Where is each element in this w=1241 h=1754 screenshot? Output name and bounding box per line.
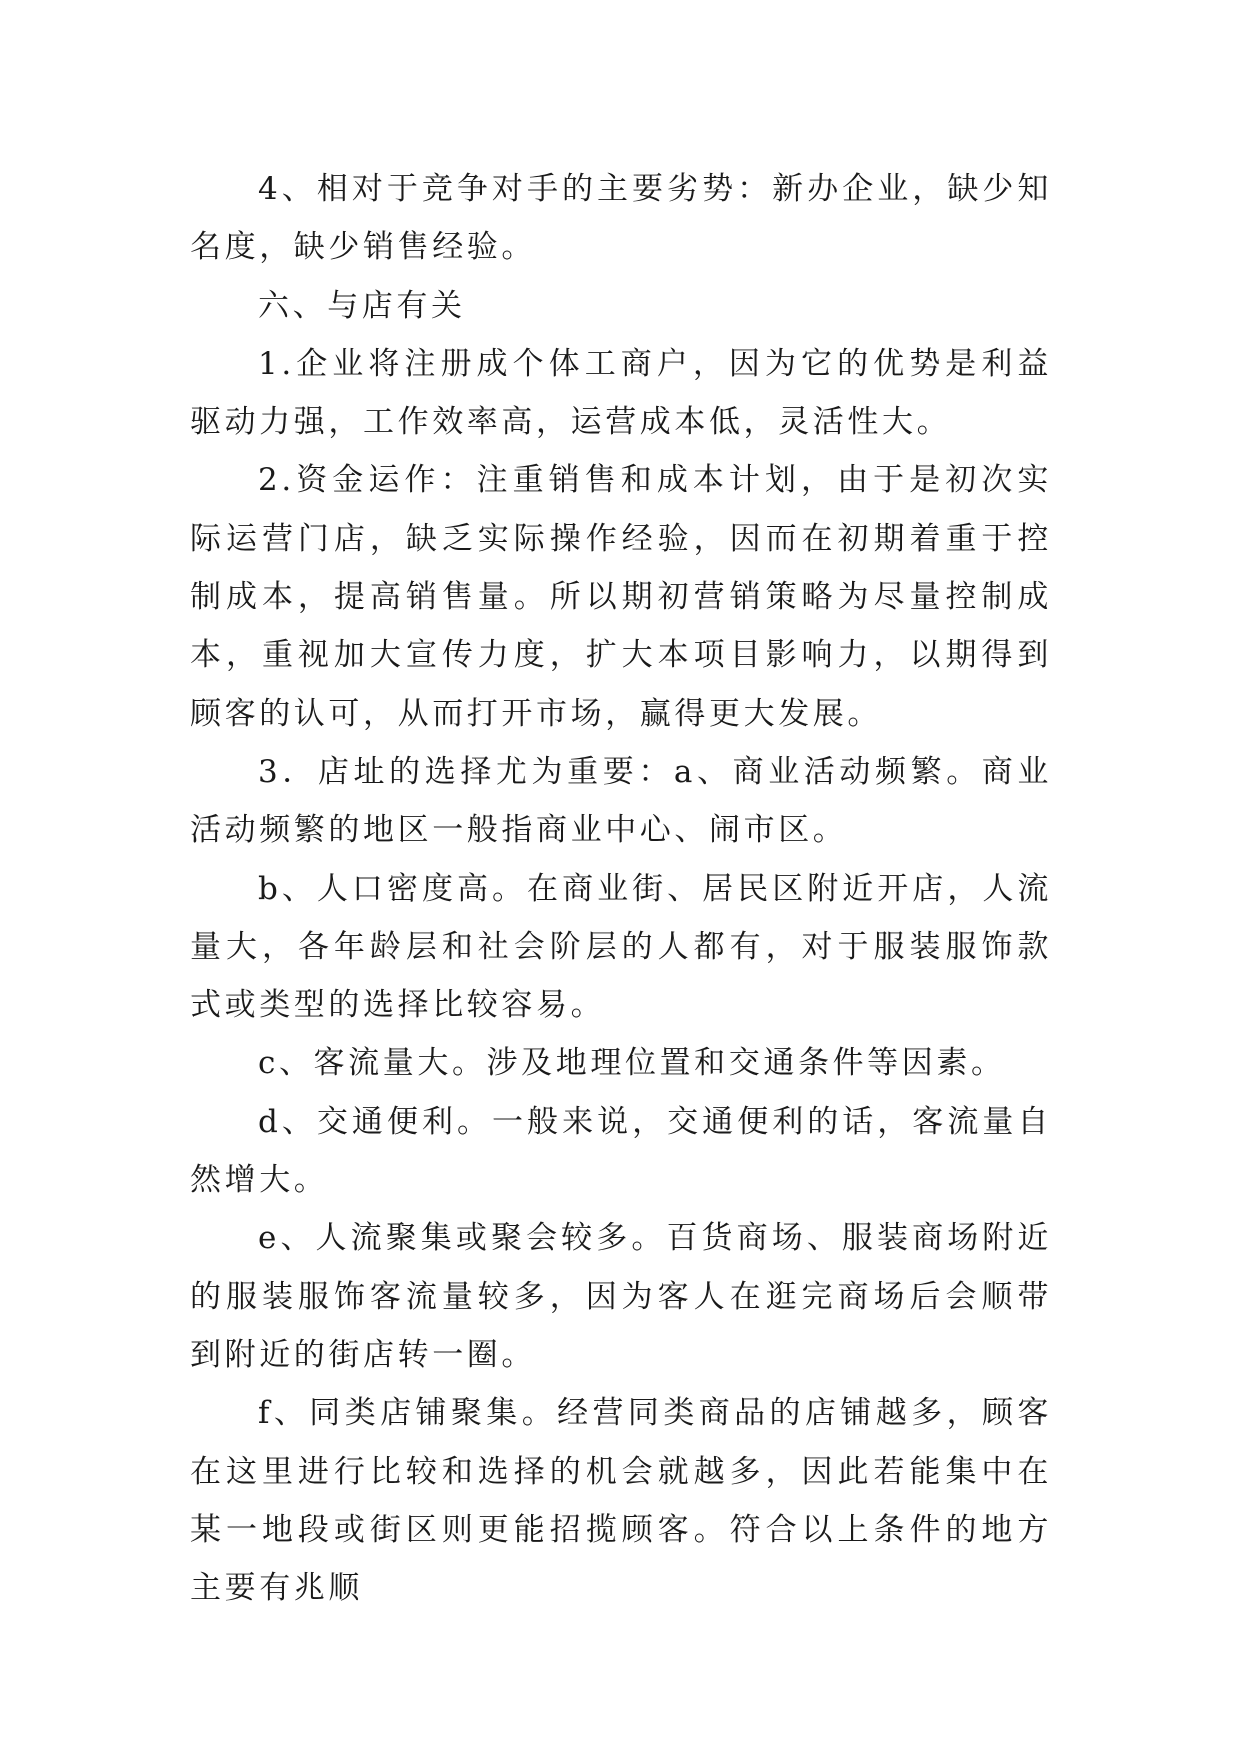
paragraph-crowd-gathering: e、人流聚集或聚会较多。百货商场、服装商场附近的服装服饰客流量较多，因为客人在逛完商场后会顺带到附近的街店转一圈。 — [190, 1220, 1052, 1373]
section-heading-store: 六、与店有关 — [258, 287, 466, 324]
paragraph-population-density: b、人口密度高。在商业街、居民区附近开店，人流量大，各年龄层和社会阶层的人都有，对于服装服饰款式或类型的选择比较容易。 — [190, 870, 1052, 1024]
paragraph-transport: d、交通便利。一般来说，交通便利的话，客流量自然增大。 — [190, 1103, 1052, 1199]
paragraph-similar-stores: f、同类店铺聚集。经营同类商品的店铺越多，顾客在这里进行比较和选择的机会就越多，因此若能集中在某一地段或街区则更能招揽顾客。符合以上条件的地方主要有兆顺 — [190, 1395, 1052, 1607]
paragraph-disadvantages: 4、相对于竞争对手的主要劣势：新办企业，缺少知名度，缺少销售经验。 — [190, 171, 1052, 266]
paragraph-site-selection: 3．店址的选择尤为重要：a、商业活动频繁。商业活动频繁的地区一般指商业中心、闹市区。 — [190, 753, 1052, 849]
document-body — [190, 160, 1052, 1617]
paragraph-customer-flow: c、客流量大。涉及地理位置和交通条件等因素。 — [258, 1045, 1006, 1082]
paragraph-registration: 1.企业将注册成个体工商户，因为它的优势是利益驱动力强，工作效率高，运营成本低，灵活性大。 — [190, 345, 1052, 441]
paragraph-capital-operation: 2.资金运作：注重销售和成本计划，由于是初次实际运营门店，缺乏实际操作经验，因而在初期着重于控制成本，提高销售量。所以期初营销策略为尽量控制成本，重视加大宣传力度，扩大本项目影响力，以期得到顾客的认可，从而打开市场，赢得更大发展。 — [190, 462, 1052, 732]
